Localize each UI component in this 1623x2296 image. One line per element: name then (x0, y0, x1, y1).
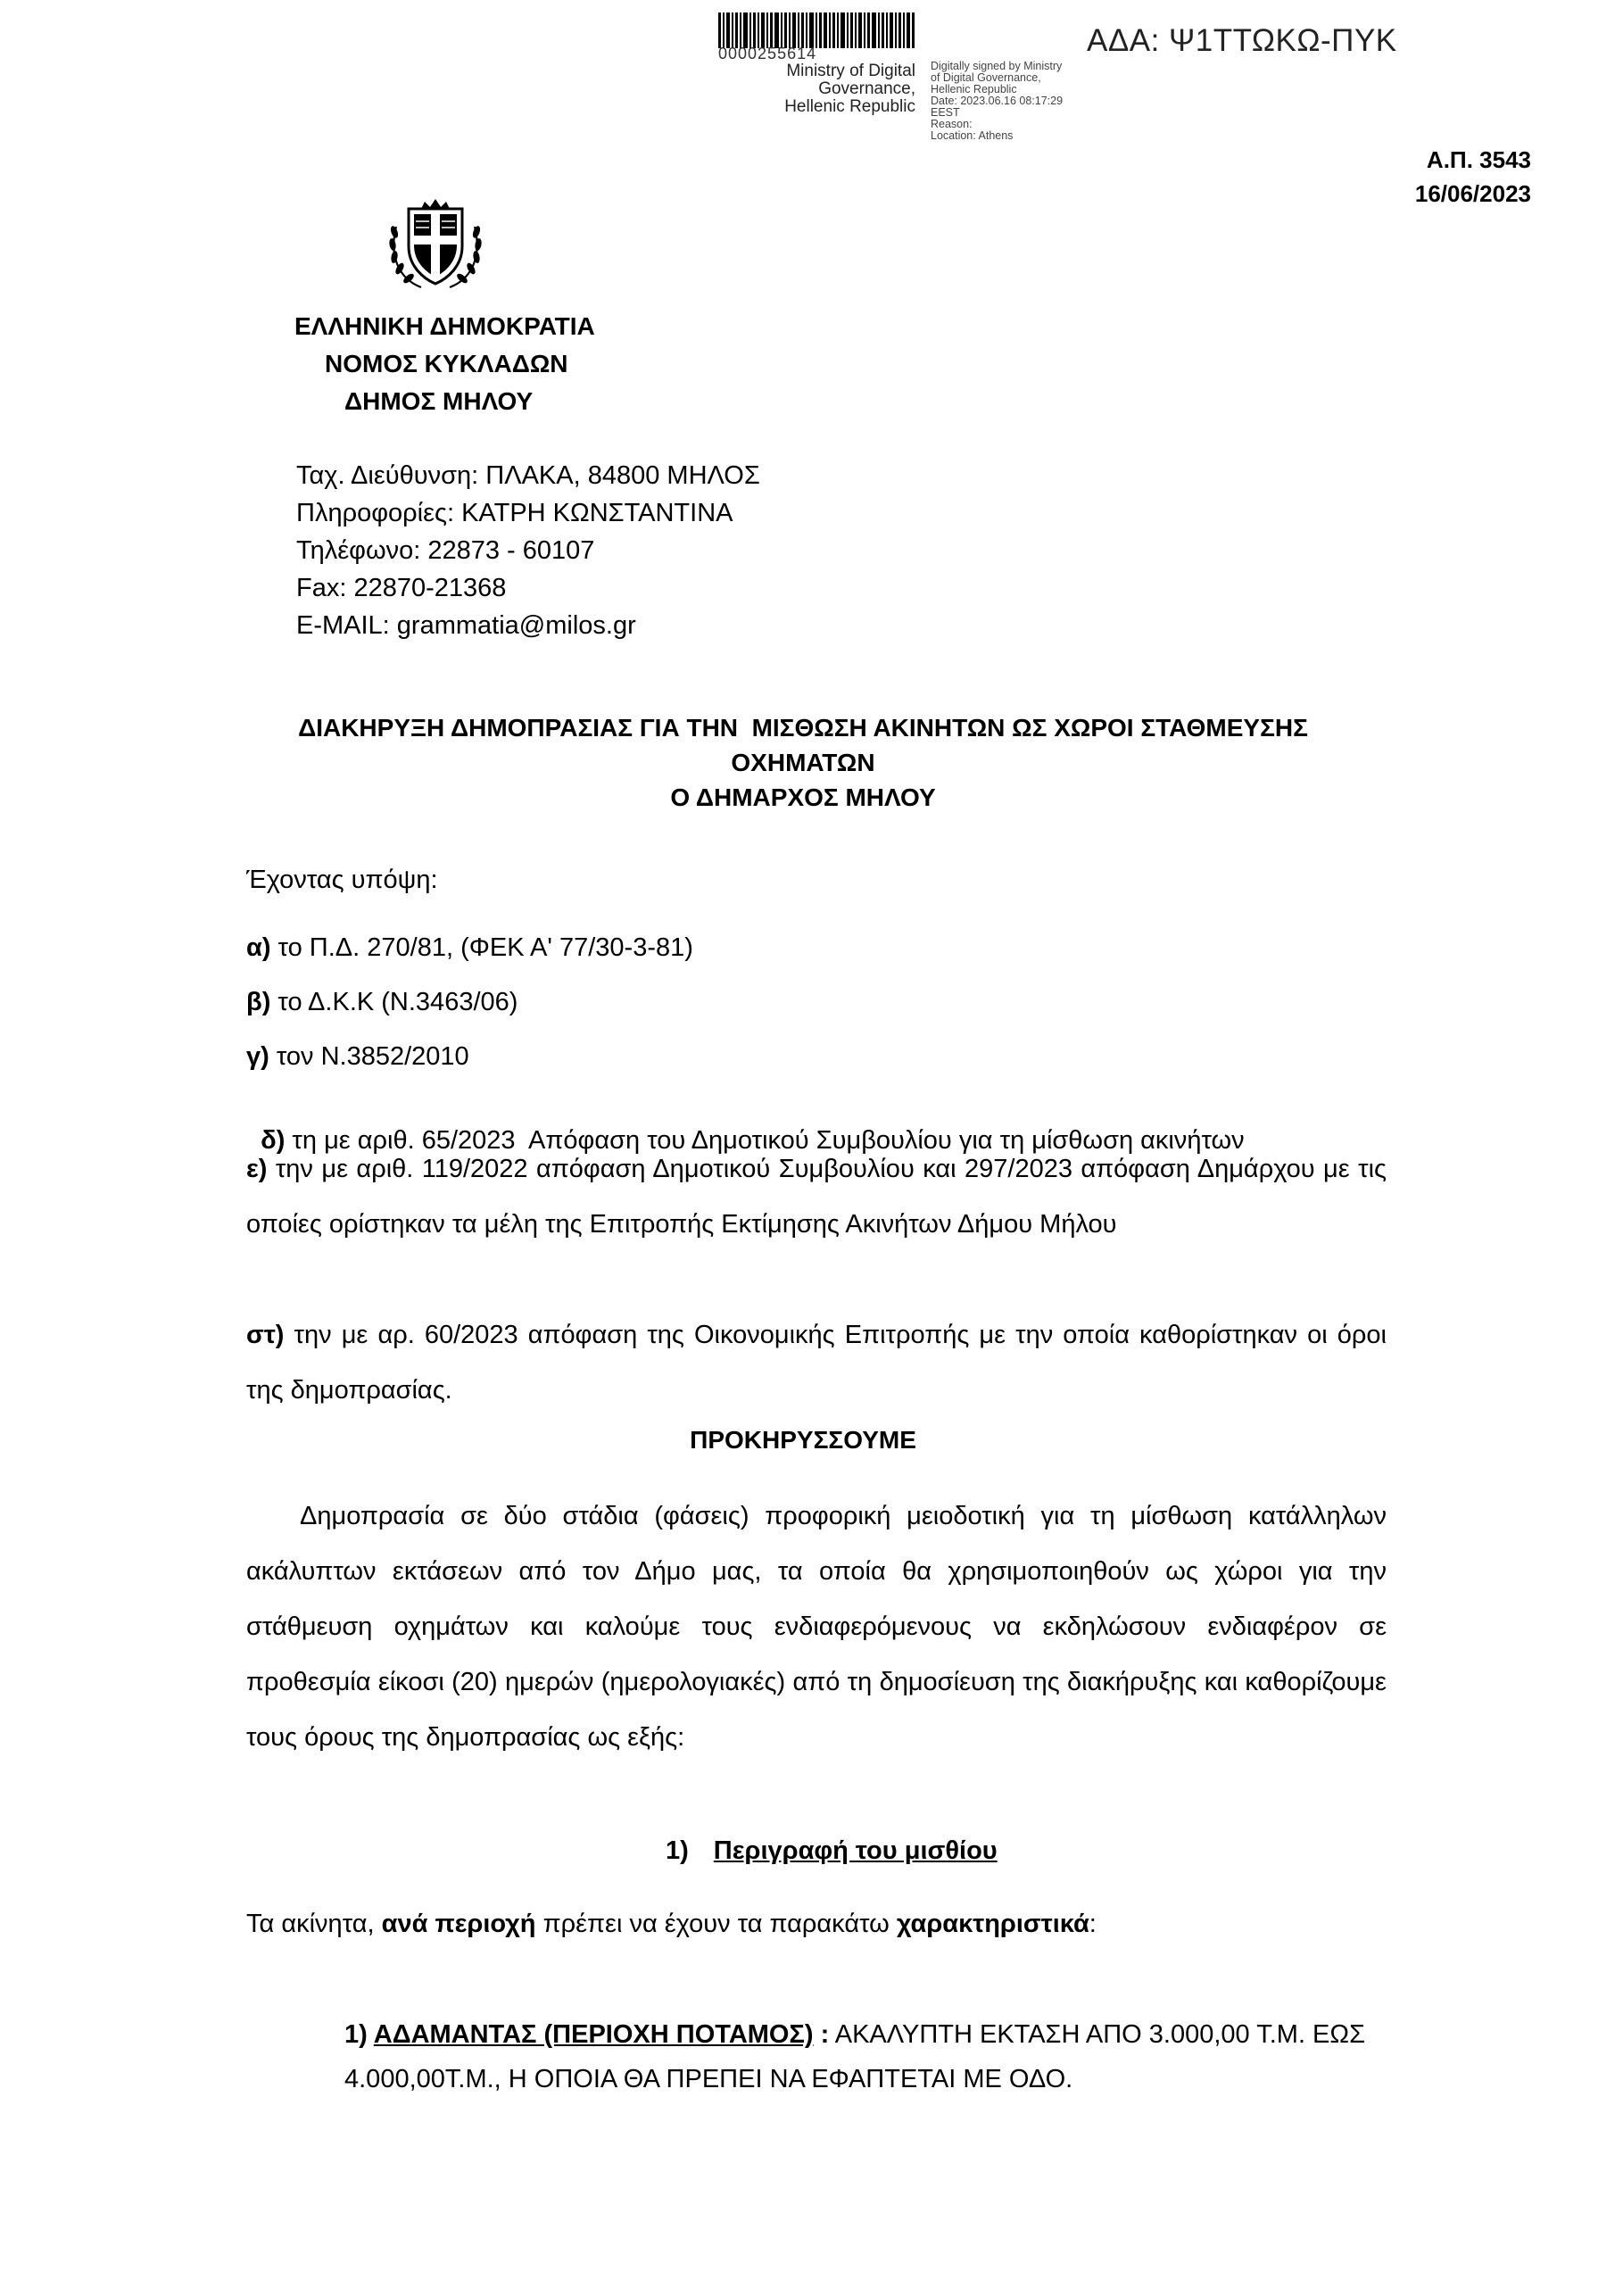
signer-line: Ministry of Digital (786, 62, 915, 80)
item-label: ε) (246, 1155, 268, 1183)
considering-item (246, 988, 518, 1017)
item-label: δ) (261, 1126, 286, 1155)
item-text: τον Ν.3852/2010 (269, 1042, 469, 1071)
protocol-block (1338, 143, 1531, 211)
signature-line: Reason: (931, 118, 973, 130)
section-number: 1) (666, 1836, 689, 1865)
proclaim-heading: ΠΡΟΚΗΡΥΣΣΟΥΜΕ (690, 1426, 916, 1454)
protocol-date: 16/06/2023 (1414, 180, 1531, 207)
protocol-number: Α.Π. 3543 (1426, 146, 1531, 173)
coat-of-arms-icon (385, 196, 485, 293)
barcode-image (718, 12, 915, 48)
considering-item (246, 933, 693, 963)
section-title: Περιγραφή του μισθίου (713, 1836, 998, 1865)
signature-line: EEST (931, 106, 960, 119)
section-heading (666, 1836, 998, 1866)
signature-line: Hellenic Republic (931, 83, 1017, 95)
item-text: το Δ.Κ.Κ (Ν.3463/06) (270, 988, 518, 1016)
property-number: 1) (344, 2020, 374, 2049)
item-label: α) (246, 933, 271, 962)
text-fragment: Τα ακίνητα, (246, 1910, 382, 1938)
text-fragment-bold: χαρακτηριστικά (896, 1910, 1089, 1938)
signature-line: Digitally signed by Ministry (931, 60, 1063, 72)
contact-address: Ταχ. Διεύθυνση: ΠΛΑΚΑ, 84800 ΜΗΛΟΣ (296, 461, 760, 490)
title-line: Ο ΔΗΜΑΡΧΟΣ ΜΗΛΟΥ (670, 783, 936, 811)
contact-phone: Τηλέφωνο: 22873 - 60107 (296, 536, 595, 565)
issuer-header (294, 308, 595, 420)
signer-block (705, 62, 915, 116)
header-country: ΕΛΛΗΝΙΚΗ ΔΗΜΟΚΡΑΤΙΑ (294, 312, 595, 340)
header-prefecture: ΝΟΜΟΣ ΚΥΚΛΑΔΩΝ (325, 350, 568, 377)
header-municipality: ΔΗΜΟΣ ΜΗΛΟΥ (344, 387, 534, 415)
contact-info: Πληροφορίες: ΚΑΤΡΗ ΚΩΝΣΤΑΝΤΙΝΑ (296, 499, 733, 527)
body-paragraph (246, 1488, 1387, 1765)
item-text: την με αριθ. 119/2022 απόφαση Δημοτικού Συμβουλίου και 297/2023 απόφαση Δημάρχου με τις οποίες ορίστηκαν τα μέλη της Επιτροπής Εκτίμησης Ακινήτων Δήμου Μήλου (246, 1155, 1387, 1239)
property-location: ΑΔΑΜΑΝΤΑΣ (ΠΕΡΙΟΧΗ ΠΟΤΑΜΟΣ) (373, 2020, 814, 2049)
text-fragment: πρέπει να έχουν τα παρακάτω (535, 1910, 897, 1938)
considering-item (246, 1042, 469, 1072)
document-title (205, 710, 1401, 815)
item-text: το Π.Δ. 270/81, (ΦΕΚ Α' 77/30-3-81) (270, 933, 693, 962)
considering-intro: Έχοντας υπόψη: (246, 866, 438, 894)
item-label: γ) (246, 1042, 269, 1071)
signer-line: Hellenic Republic (784, 97, 915, 116)
property-item (344, 2012, 1387, 2101)
title-line: ΟΧΗΜΑΤΩΝ (731, 749, 875, 776)
body-text: Δημοπρασία σε δύο στάδια (φάσεις) προφορική μειοδοτική για τη μίσθωση κατάλληλων ακάλυπτων εκτάσεων από τον Δήμο μας, τα οποία θα χρησιμοποιηθούν ως χώροι για την στάθμευση οχημάτων και καλούμε τους ενδιαφερόμενους να εκδηλώσουν ενδιαφέρον σε προθεσμία είκοσι (20) ημερών (ημερολογιακές) από τη δημοσίευση της διακήρυξης και καθορίζουμε τους όρους της δημοπρασίας ως εξής: (246, 1502, 1387, 1752)
contact-email: E-MAIL: grammatia@milos.gr (296, 611, 636, 640)
considering-item (246, 1307, 1387, 1418)
considering-item (246, 1141, 1387, 1252)
title-line: ΔΙΑΚΗΡΥΞΗ ΔΗΜΟΠΡΑΣΙΑΣ ΓΙΑ ΤΗΝ ΜΙΣΘΩΣΗ ΑΚΙΝΗΤΩΝ ΩΣ ΧΩΡΟΙ ΣΤΑΘΜΕΥΣΗΣ (298, 714, 1308, 742)
item-text: τη με αριθ. 65/2023 Απόφαση του Δημοτικού Συμβουλίου για τη μίσθωση ακινήτων (285, 1126, 1245, 1155)
text-fragment-bold: ανά περιοχή (381, 1910, 536, 1938)
signature-line: of Digital Governance, (931, 71, 1041, 84)
item-label: β) (246, 988, 271, 1016)
ada-code: ΑΔΑ: Ψ1ΤΤΩΚΩ-ΠΥΚ (1087, 23, 1397, 58)
text-fragment: : (1089, 1910, 1097, 1938)
characteristics-intro (246, 1910, 1097, 1939)
item-label: στ) (246, 1321, 285, 1349)
barcode-number: 0000255614 (718, 45, 817, 62)
signature-details (931, 61, 1109, 142)
signature-line: Location: Athens (931, 129, 1014, 142)
property-colon: : (813, 2020, 830, 2049)
signer-line: Governance, (818, 79, 915, 98)
contact-block (296, 457, 760, 644)
item-text: την με αρ. 60/2023 απόφαση της Οικονομικής Επιτροπής με την οποία καθορίστηκαν οι όροι της δημοπρασίας. (246, 1321, 1387, 1405)
property-description: ΑΚΑΛΥΠΤΗ ΕΚΤΑΣΗ ΑΠΟ 3.000,00 Τ.Μ. ΕΩΣ 4.000,00Τ.Μ., Η ΟΠΟΙΑ ΘΑ ΠΡΕΠΕΙ ΝΑ ΕΦΑΠΤΕΤΑΙ ΜΕ ΟΔΟ. (344, 2020, 1366, 2093)
contact-fax: Fax: 22870-21368 (296, 574, 507, 602)
signature-line: Date: 2023.06.16 08:17:29 (931, 95, 1064, 107)
